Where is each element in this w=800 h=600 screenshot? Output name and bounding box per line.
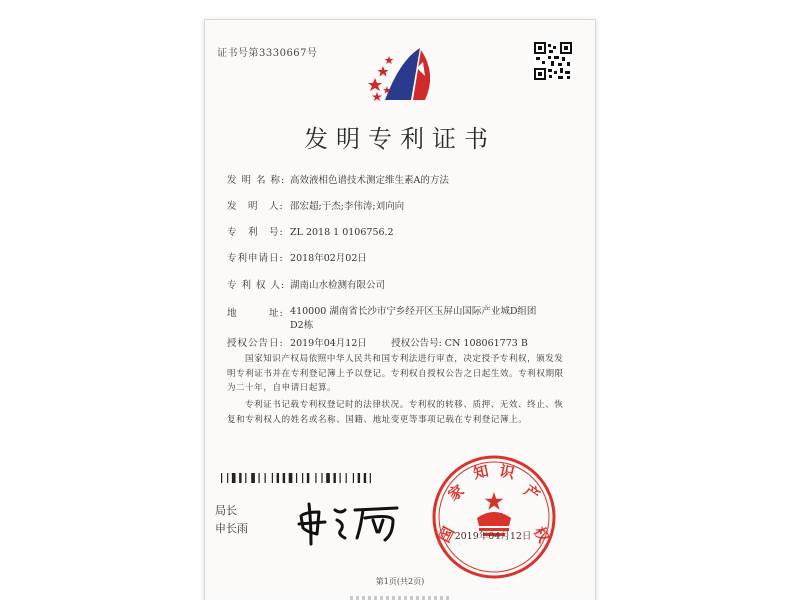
patent-number-value: ZL 2018 1 0106756.2 — [290, 227, 394, 238]
certificate-page — [205, 20, 595, 600]
director-name: 申长雨 — [215, 522, 248, 535]
patent-number-row — [227, 224, 394, 238]
grant-date-value: 2019年04月12日 — [290, 338, 367, 349]
invention-name-row — [227, 172, 449, 186]
svg-text:产: 产 — [520, 481, 544, 505]
director-title: 局长 — [215, 504, 237, 517]
address-value: 410000 湖南省长沙市宁乡经开区玉屏山国际产业城D组团D2栋 — [290, 306, 537, 331]
legal-paragraph-1: 国家知识产权局依照中华人民共和国专利法进行审查，决定授予专利权，颁发发明专利证书并在专利登记簿上予以登记。专利权自授权公告之日起生效。专利权期限为二十年，自申请日起算。 — [227, 354, 564, 393]
grant-date-label: 授权公告日: — [227, 338, 284, 349]
patentee-value: 湖南山水检测有限公司 — [290, 280, 386, 291]
publication-number-value: CN 108061773 B — [444, 338, 528, 349]
invention-name-label: 发 明 名 称: — [227, 175, 286, 186]
filing-date-value: 2018年02月02日 — [290, 253, 367, 264]
filing-date-label: 专利申请日: — [227, 253, 284, 264]
address-row — [227, 305, 546, 333]
patent-office-emblem-icon — [365, 40, 445, 130]
filing-date-row — [227, 250, 367, 264]
patentee-label: 专 利 权 人: — [227, 280, 286, 291]
patent-number-label: 专 利 号: — [227, 227, 284, 238]
bottom-print-strip — [350, 596, 450, 600]
qr-code-icon — [534, 42, 572, 80]
handwritten-signature-icon — [293, 498, 403, 548]
publication-number-label: 授权公告号: — [391, 338, 442, 349]
legal-paragraph-2: 专利证书记载专利权登记时的法律状况。专利权的转移、质押、无效、终止、恢复和专利权人的姓名或名称、国籍、地址变更等事项记载在专利登记簿上。 — [227, 400, 564, 425]
inventors-label: 发 明 人: — [227, 201, 284, 212]
svg-text:权: 权 — [529, 523, 553, 546]
page-number: 第1页(共2页) — [375, 577, 425, 586]
svg-text:国: 国 — [435, 523, 459, 546]
grant-date-row — [227, 335, 528, 349]
certificate-number: 证书号第3330667号 — [217, 48, 318, 59]
svg-text:识: 识 — [497, 461, 517, 483]
invention-name-value: 高效液相色谱技术测定维生素A的方法 — [290, 175, 449, 186]
certificate-title: 发明专利证书 — [304, 125, 496, 153]
patentee-row — [227, 277, 385, 291]
official-seal-icon — [429, 452, 559, 582]
seal-date: 2019年04月12日 — [454, 531, 532, 542]
svg-text:家: 家 — [444, 481, 468, 505]
address-label: 地 址: — [227, 308, 284, 319]
inventors-row — [227, 198, 404, 212]
inventors-value: 邵宏超;于杰;李伟涛;刘向向 — [290, 201, 405, 212]
svg-text:知: 知 — [471, 461, 491, 483]
barcode — [221, 468, 377, 478]
